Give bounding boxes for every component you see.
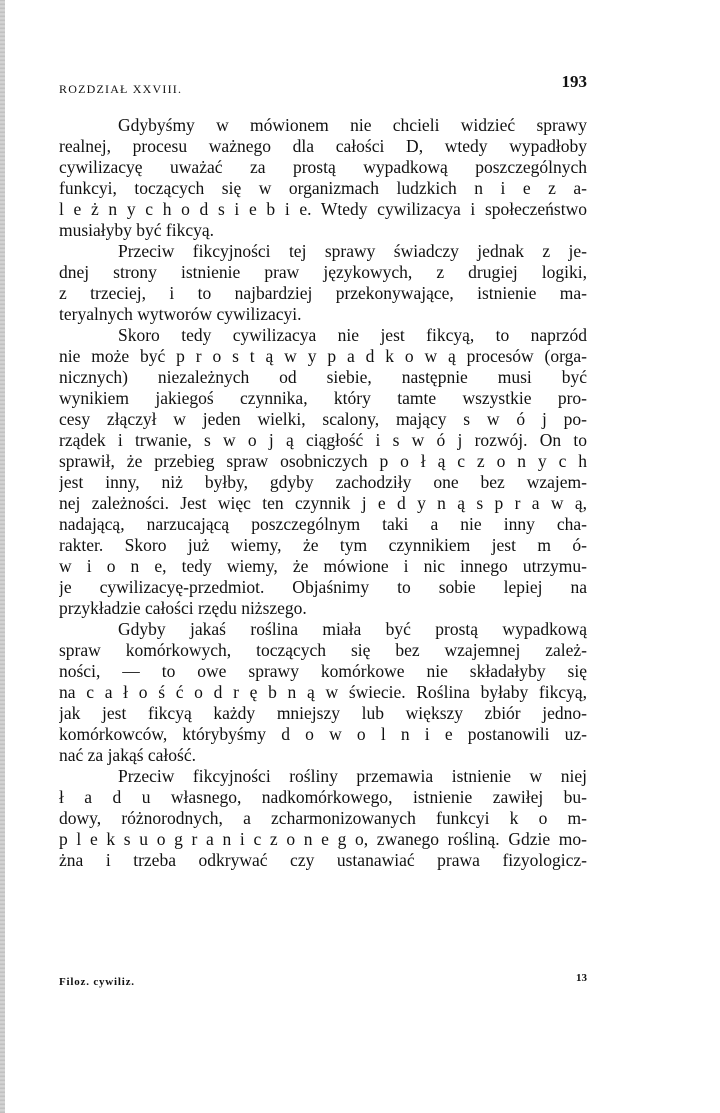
- text-line: l e ż n y c h o d s i e b i e. Wtedy cywilizacya i społeczeństwo: [59, 199, 587, 219]
- text-line: nicznych) niezależnych od siebie, następnie musi być: [59, 367, 587, 387]
- text-line: jak jest fikcyą każdy mniejszy lub większy zbiór jedno-: [59, 703, 587, 723]
- text-line: rakter. Skoro już wiemy, że tym czynnikiem jest m ó-: [59, 535, 587, 555]
- page-footer: [59, 972, 587, 994]
- text-line: Gdyby jakaś roślina miała być prostą wypadkową: [118, 619, 587, 639]
- text-line: cywilizacyę uważać za prostą wypadkową poszczególnych: [59, 157, 587, 177]
- text-line: jest inny, niż byłby, gdyby zachodziły one bez wzajem-: [59, 472, 587, 492]
- text-line: z trzeciej, i to najbardziej przekonywające, istnienie ma-: [59, 283, 587, 303]
- text-line: realnej, procesu ważnego dla całości D, wtedy wypadłoby: [59, 136, 587, 156]
- text-line: nej zależności. Jest więc ten czynnik j e d y n ą s p r a w ą,: [59, 493, 587, 513]
- text-line: Gdybyśmy w mówionem nie chcieli widzieć sprawy: [118, 115, 587, 135]
- text-line: cesy złączył w jeden wielki, scalony, mający s w ó j po-: [59, 409, 587, 429]
- text-line: przykładzie całości rzędu niższego.: [59, 598, 307, 618]
- text-line: musiałyby być fikcyą.: [59, 220, 215, 240]
- text-line: żna i trzeba odkrywać czy ustanawiać prawa fizyologicz-: [59, 850, 587, 870]
- text-line: nać za jakąś całość.: [59, 745, 197, 765]
- text-line: nie może być p r o s t ą w y p a d k o w ą procesów (orga-: [59, 346, 587, 366]
- text-line: ł a d u własnego, nadkomórkowego, istnienie zawiłej bu-: [59, 787, 587, 807]
- text-line: rządek i trwanie, s w o j ą ciągłość i s w ó j rozwój. On to: [59, 430, 587, 450]
- text-line: je cywilizacyę-przedmiot. Objaśnimy to sobie lepiej na: [59, 577, 587, 597]
- page-edge: [0, 0, 5, 1113]
- text-line: dowy, różnorodnych, a zcharmonizowanych funkcyi k o m-: [59, 808, 587, 828]
- text-line: teryalnych wytworów cywilizacyi.: [59, 304, 302, 324]
- text-line: ności, — to owe sprawy komórkowe nie składałyby się: [59, 661, 587, 681]
- printer-signature: Filoz. cywiliz.: [59, 976, 135, 988]
- chapter-heading: ROZDZIAŁ XXVIII.: [59, 82, 183, 96]
- text-line: na c a ł o ś ć o d r ę b n ą w świecie. Roślina byłaby fikcyą,: [59, 682, 587, 702]
- text-line: Przeciw fikcyjności rośliny przemawia istnienie w niej: [118, 766, 587, 786]
- text-line: komórkowców, którybyśmy d o w o l n i e postanowili uz-: [59, 724, 587, 744]
- text-line: dnej strony istnienie praw językowych, z drugiej logiki,: [59, 262, 587, 282]
- page-number: 193: [561, 72, 587, 91]
- text-line: Przeciw fikcyjności tej sprawy świadczy jednak z je-: [118, 241, 587, 261]
- text-line: spraw komórkowych, toczących się bez wzajemnej zależ-: [59, 640, 587, 660]
- text-line: nadającą, narzucającą poszczególnym taki a nie inny cha-: [59, 514, 587, 534]
- text-line: w i o n e, tedy wiemy, że mówione i nic innego utrzymu-: [59, 556, 587, 576]
- text-line: funkcyi, toczących się w organizmach ludzkich n i e z a-: [59, 178, 587, 198]
- body-text: [59, 115, 587, 871]
- text-line: Skoro tedy cywilizacya nie jest fikcyą, to naprzód: [118, 325, 587, 345]
- running-head: [59, 72, 587, 102]
- sheet-number: 13: [576, 972, 587, 984]
- text-line: wynikiem jakiegoś czynnika, który tamte wszystkie pro-: [59, 388, 587, 408]
- text-line: p l e k s u o g r a n i c z o n e g o, zwanego rośliną. Gdzie mo-: [59, 829, 587, 849]
- text-line: sprawił, że przebieg spraw osobniczych p o ł ą c z o n y c h: [59, 451, 587, 471]
